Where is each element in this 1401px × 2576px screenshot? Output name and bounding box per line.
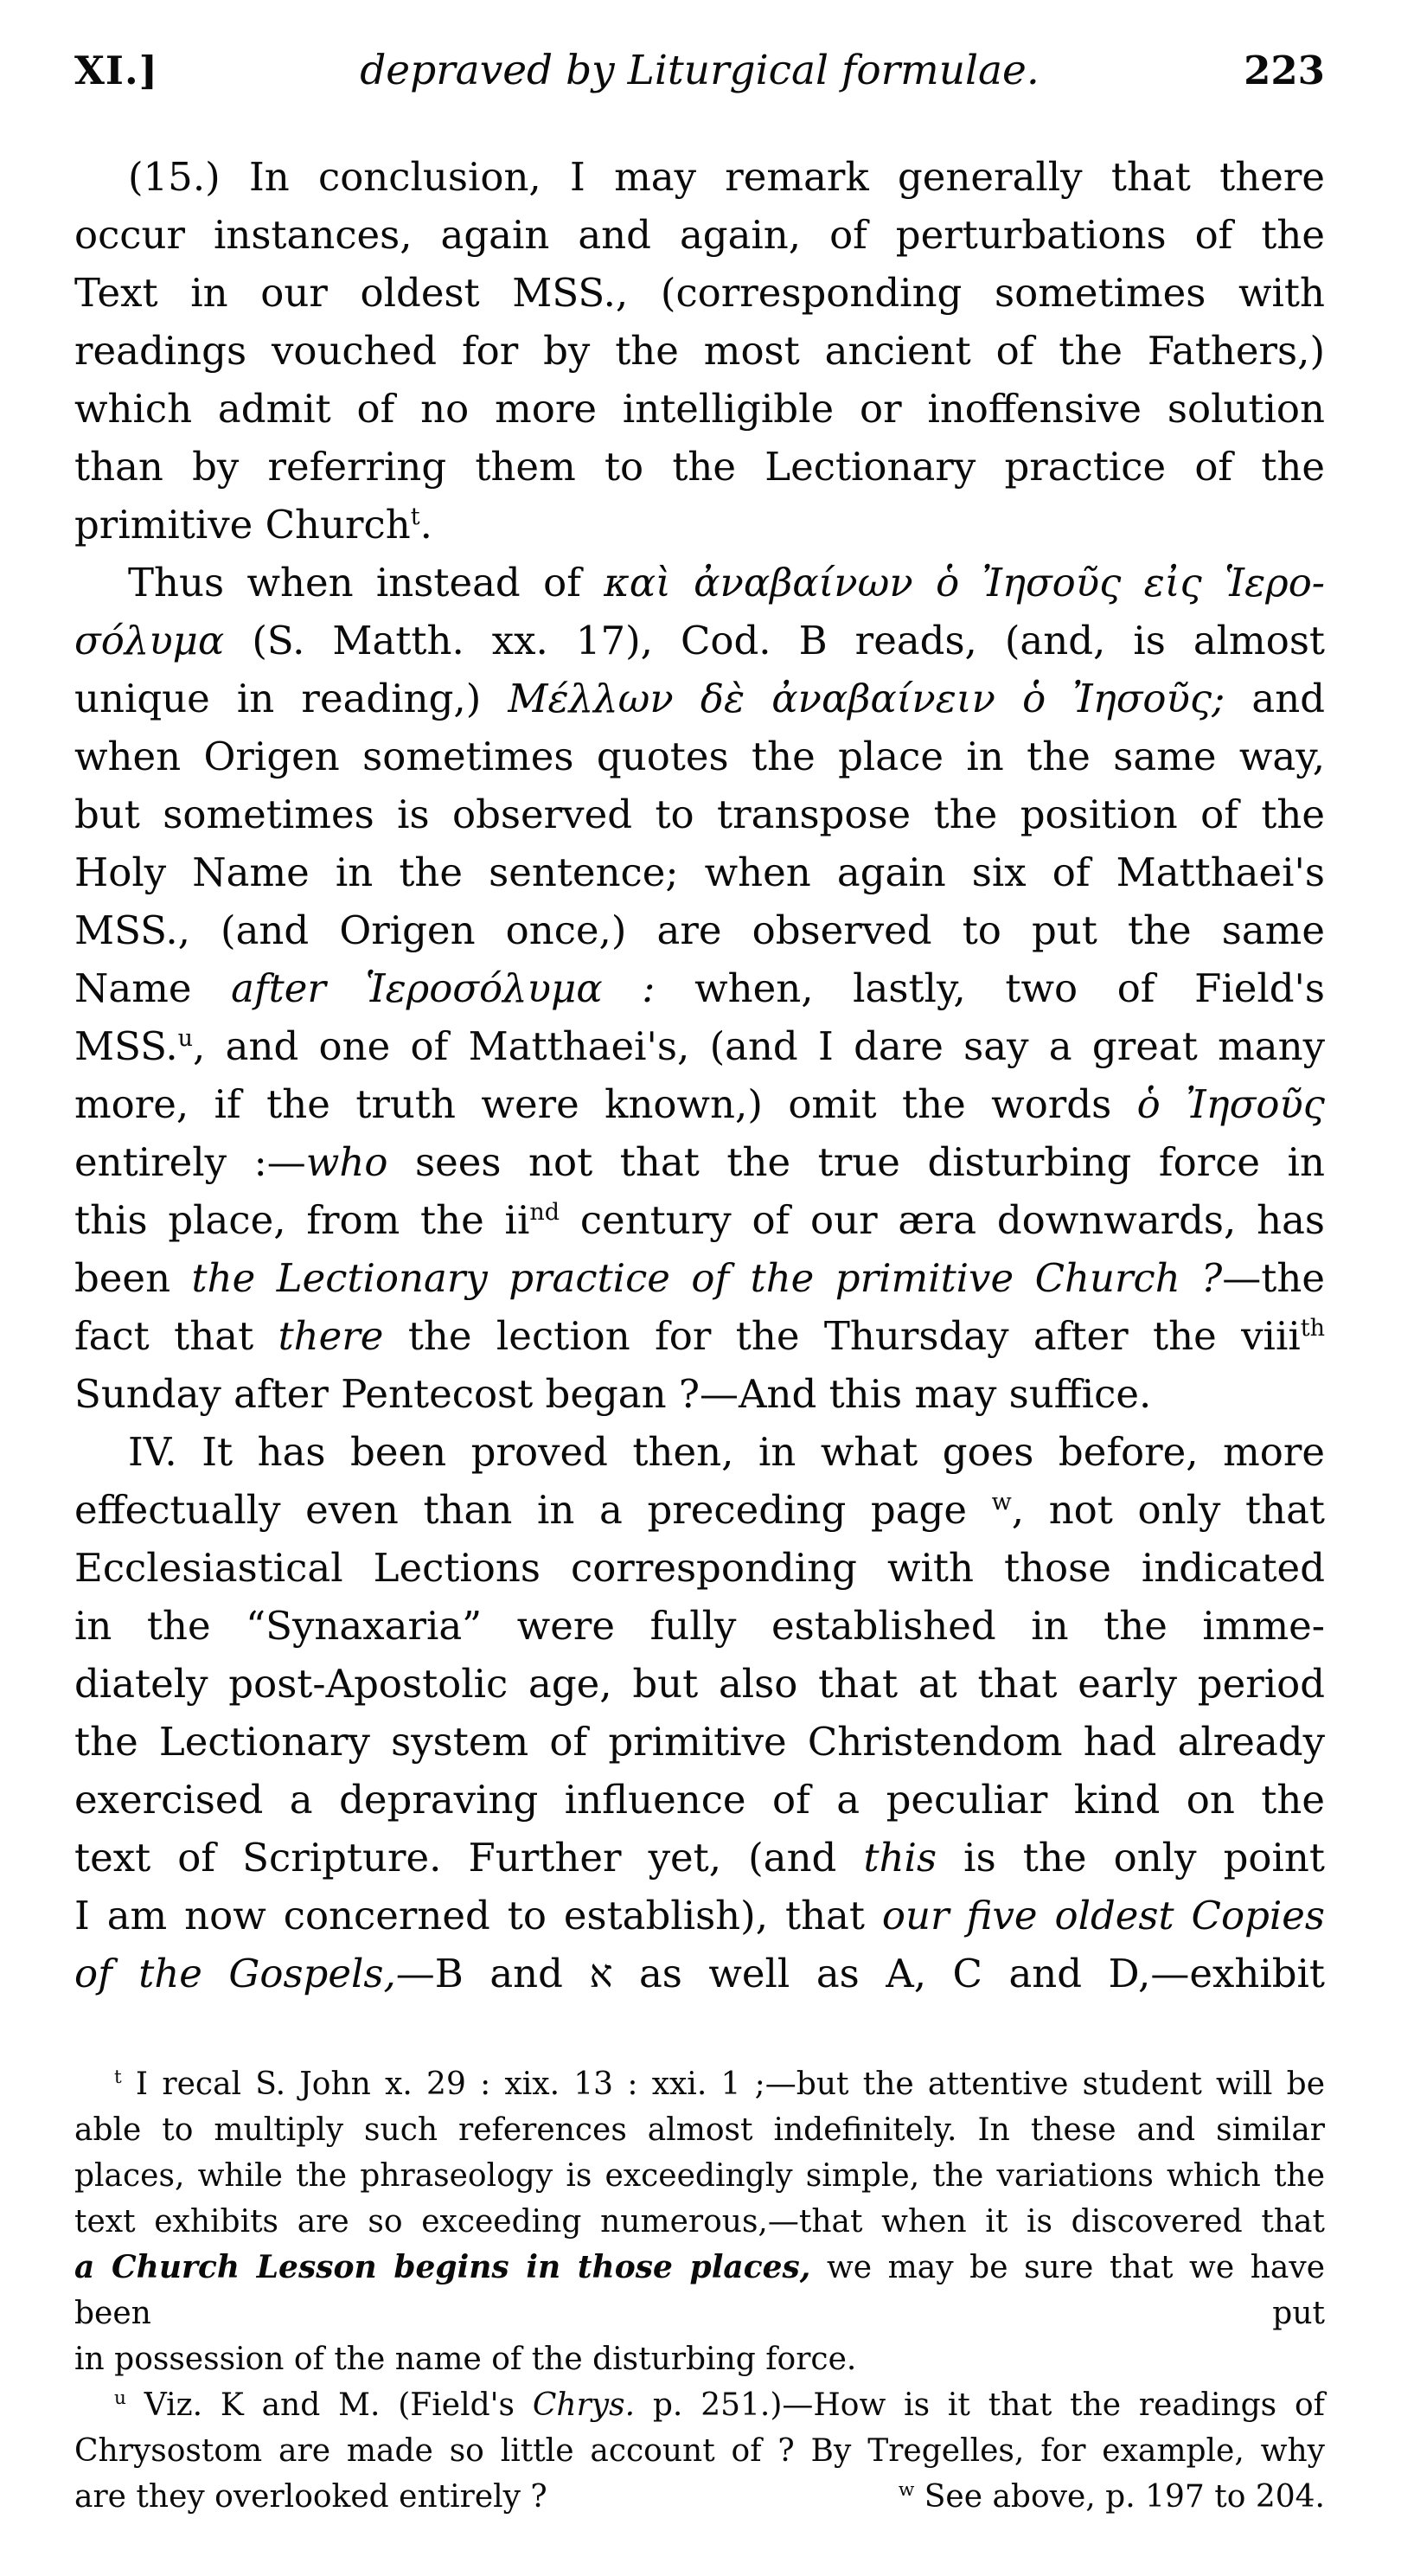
main-text [74, 148, 1325, 2002]
text-line [74, 148, 1325, 206]
footnote-marker: t [114, 2067, 122, 2088]
text-segment: effectually even than in a preceding page [74, 1487, 992, 1533]
footnote-marker: th [1300, 1315, 1325, 1342]
text-line [74, 1133, 1325, 1191]
text-segment: in possession of the name of the disturbing force. [74, 2342, 857, 2377]
page-header [74, 47, 1325, 94]
text-segment: Viz. K and M. (Field's [125, 2387, 533, 2423]
text-line [74, 322, 1325, 380]
text-segment: Μέλλων δὲ ἀναβαίνειν ὁ Ἰησοῦς; [508, 676, 1225, 721]
text-segment: primitive Church [74, 502, 411, 548]
text-segment: . [419, 502, 432, 548]
text-line [74, 1655, 1325, 1713]
text-segment: able to multiply such references almost indefinitely. In these and similar [74, 2112, 1325, 2148]
text-line [74, 1713, 1325, 1771]
text-line [74, 1075, 1325, 1133]
text-segment: I recal S. John x. 29 : xix. 13 : xxi. 1 ;—but the attentive student will be [121, 2067, 1325, 2102]
text-line [74, 1945, 1325, 2002]
text-segment: more, if the truth were known,) omit the words [74, 1081, 1137, 1127]
text-segment [326, 965, 366, 1011]
text-line [74, 612, 1325, 670]
text-line [74, 1249, 1325, 1307]
text-segment: Text in our oldest MSS., (corresponding sometimes with [74, 270, 1325, 316]
text-line [74, 1887, 1325, 1945]
text-segment: places, while the phraseology is exceedingly simple, the variations which the [74, 2158, 1325, 2194]
text-segment: is the only point [937, 1835, 1325, 1881]
footnotes [74, 2061, 1325, 2520]
text-line [74, 2428, 1325, 2474]
text-line [74, 2474, 1325, 2520]
text-line [74, 1191, 1325, 1249]
text-segment: are they overlooked entirely ? [74, 2479, 547, 2515]
text-segment: the Lectionary system of primitive Christendom had already [74, 1719, 1325, 1765]
running-title: depraved by Liturgical formulae. [360, 47, 1040, 94]
text-segment: ὁ Ἰησοῦς [1136, 1081, 1325, 1127]
text-segment: , not only that [1011, 1487, 1326, 1533]
text-segment: fact that [74, 1313, 278, 1359]
text-segment: been [74, 1255, 192, 1301]
text-segment: Name [74, 965, 232, 1011]
text-line [74, 1365, 1325, 1423]
text-segment: there [278, 1313, 384, 1359]
line-right [899, 2474, 1325, 2520]
text-line [74, 1597, 1325, 1655]
text-line [74, 2245, 1325, 2336]
text-segment: after [231, 965, 326, 1011]
text-segment: Holy Name in the sentence; when again six of Matthaei's [74, 849, 1325, 895]
text-segment: —the [1222, 1255, 1325, 1301]
text-line [74, 380, 1325, 438]
text-segment: Sunday after Pentecost began ?—And this may suffice. [74, 1371, 1152, 1417]
text-segment: text of Scripture. Further yet, (and [74, 1835, 864, 1881]
text-line [74, 1423, 1325, 1481]
text-segment: (S. Matth. xx. 17), Cod. B reads, (and, is almost [224, 618, 1325, 663]
text-segment: text exhibits are so exceeding numerous,—that when it is discovered that [74, 2204, 1325, 2240]
text-segment: when, lastly, two of Field's [655, 965, 1326, 1011]
text-line [74, 206, 1325, 264]
text-line [74, 1829, 1325, 1887]
footnote-marker: u [114, 2387, 126, 2409]
text-line [74, 1307, 1325, 1365]
footnote-marker: w [898, 2479, 915, 2501]
text-segment: who [305, 1139, 388, 1185]
text-line [74, 843, 1325, 901]
text-segment: unique in reading,) [74, 676, 509, 721]
text-segment: MSS., (and Origen once,) are observed to put the same [74, 907, 1325, 953]
footnote-marker: nd [529, 1199, 560, 1226]
paragraph-15 [74, 148, 1325, 554]
text-line [74, 554, 1325, 612]
text-segment: IV. It has been proved then, in what goes before, more [128, 1429, 1325, 1475]
text-segment: but sometimes is observed to transpose the position of the [74, 791, 1325, 837]
text-segment: , and one of Matthaei's, (and I dare say a great many [193, 1023, 1325, 1069]
text-segment: the lection for the Thursday after the viii [383, 1313, 1301, 1359]
text-line [74, 1539, 1325, 1597]
line-left [74, 2474, 547, 2520]
section-marker: XI.] [74, 48, 158, 93]
text-segment: entirely :— [74, 1139, 306, 1185]
text-segment: in the “Synaxaria” were fully established in the imme- [74, 1603, 1325, 1649]
text-segment: and [1225, 676, 1326, 721]
text-segment: than by referring them to the Lectionary practice of the [74, 444, 1325, 490]
text-segment: the Lectionary practice of the primitive Church ? [191, 1255, 1223, 1301]
text-line [74, 785, 1325, 843]
text-segment: —B and א as well as A, C and D,—exhibit [395, 1951, 1325, 1996]
text-segment: Ecclesiastical Lections corresponding with those indicated [74, 1545, 1325, 1591]
paragraph-thus [74, 554, 1325, 1423]
text-segment: MSS. [74, 1023, 178, 1069]
text-line [74, 2336, 1325, 2382]
text-segment: our five oldest Copies [881, 1893, 1325, 1938]
footnote-marker: t [410, 503, 420, 530]
text-segment: Ἱεροσόλυμα : [365, 965, 656, 1011]
text-line [74, 901, 1325, 959]
text-line [74, 438, 1325, 496]
text-segment: exercised a depraving influence of a peculiar kind on the [74, 1777, 1325, 1823]
footnote-marker: w [991, 1489, 1012, 1515]
text-segment: readings vouched for by the most ancient of the Fathers,) [74, 328, 1325, 374]
text-line [74, 2382, 1325, 2428]
text-line [74, 496, 1325, 554]
text-segment: I am now concerned to establish), that [74, 1893, 882, 1938]
text-line [74, 959, 1325, 1017]
text-segment: we may be sure that we have been put [74, 2250, 1325, 2331]
text-segment: See above, p. 197 to 204. [914, 2479, 1325, 2515]
text-line [74, 670, 1325, 727]
text-segment: when Origen sometimes quotes the place in the same way, [74, 734, 1325, 779]
text-segment: a Church Lesson begins in those places, [74, 2249, 811, 2285]
footnote-marker: u [177, 1025, 194, 1052]
text-segment: this [863, 1835, 937, 1881]
text-line [74, 2061, 1325, 2107]
text-segment: σόλυμα [74, 618, 225, 663]
text-segment: καὶ ἀναβαίνων ὁ Ἰησοῦς εἰς Ἱερο- [604, 560, 1325, 606]
text-line [74, 1771, 1325, 1829]
text-segment: p. 251.)—How is it that the readings of [635, 2387, 1325, 2423]
text-line [74, 2199, 1325, 2245]
text-segment: occur instances, again and again, of perturbations of the [74, 212, 1325, 258]
paragraph-iv [74, 1423, 1325, 2002]
text-segment: Chrys. [532, 2387, 636, 2423]
text-line [74, 727, 1325, 785]
text-line [74, 2107, 1325, 2153]
text-segment: Chrysostom are made so little account of ? By Tregelles, for example, why [74, 2433, 1325, 2469]
text-line [74, 2153, 1325, 2199]
text-segment: sees not that the true disturbing force in [387, 1139, 1325, 1185]
text-segment: this place, from the ii [74, 1197, 530, 1243]
text-segment: century of our æra downwards, has [560, 1197, 1325, 1243]
text-segment: of the Gospels, [74, 1951, 396, 1996]
footnote-t [74, 2061, 1325, 2382]
text-line [74, 1481, 1325, 1539]
text-line [74, 1017, 1325, 1075]
footnote-u [74, 2382, 1325, 2520]
text-line [74, 264, 1325, 322]
text-segment: (15.) In conclusion, I may remark generally that there [128, 154, 1325, 200]
text-segment: diately post-Apostolic age, but also that at that early period [74, 1661, 1325, 1707]
text-segment: which admit of no more intelligible or inoffensive solution [74, 386, 1325, 432]
page-number: 223 [1244, 48, 1325, 93]
text-segment: Thus when instead of [128, 560, 605, 606]
